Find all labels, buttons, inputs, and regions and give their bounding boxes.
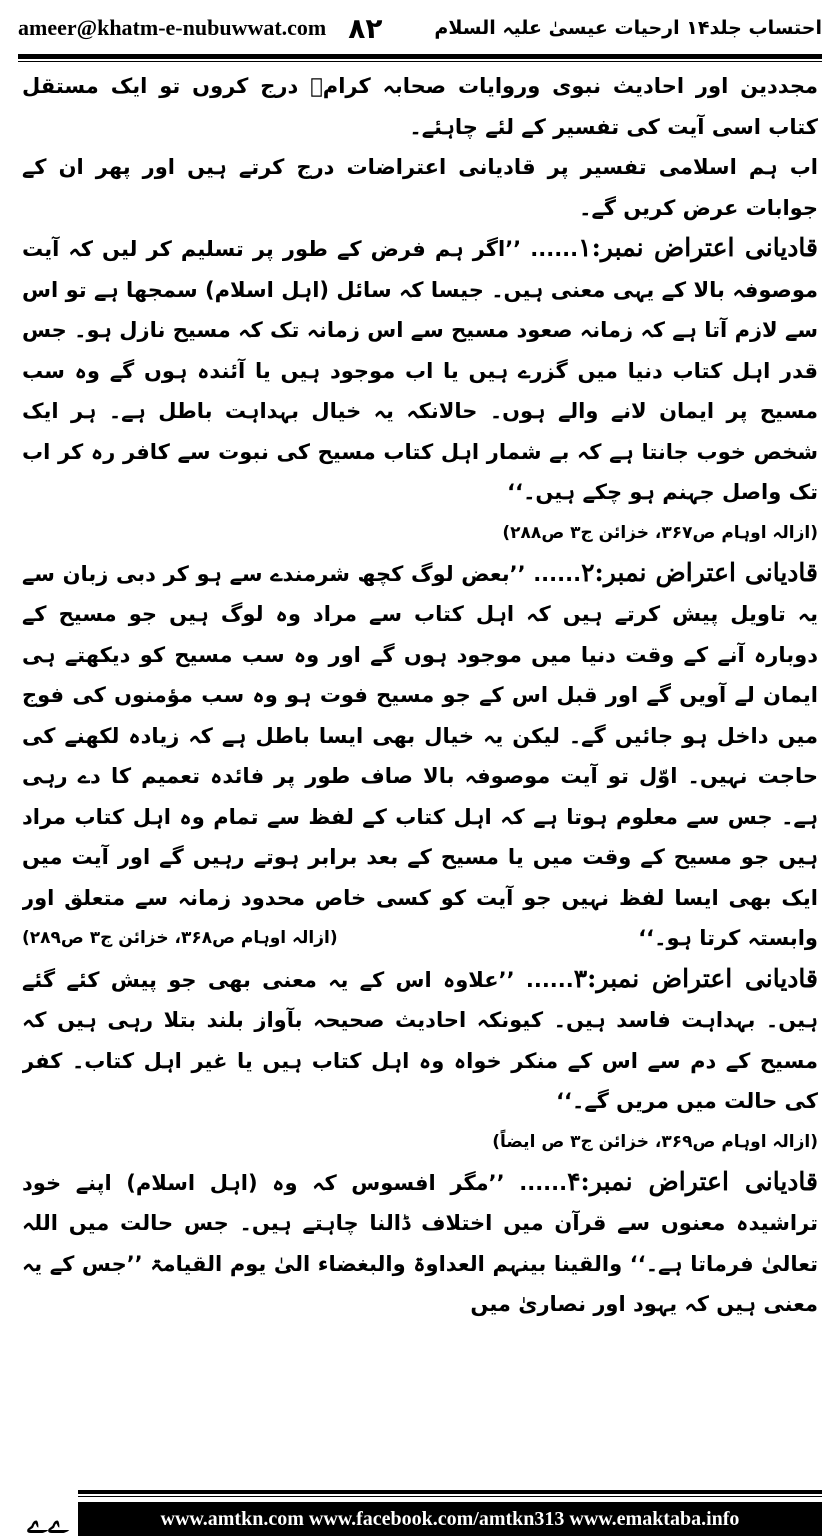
paragraph-intro-1: مجددین اور احادیث نبوی وروایات صحابہ کرامؓ درج کروں تو ایک مستقل کتاب اسی آیت کی تفسیر کے لئے چاہئے۔ [22,74,818,139]
quran-verse: والقینا بینہم العداوۃ والبغضاء الیٰ یوم القیامۃ [150,1251,623,1276]
objection-1-heading: قادیانی اعتراض نمبر:۱ [578,233,818,262]
header-email-link[interactable]: ameer@khatm-e-nubuwwat.com [18,15,327,40]
header-rule-thin [18,61,822,62]
objection-3-reference: (ازالہ اوہام ص۳۶۹، خزائن ج۳ ص ایضاً) [492,1131,818,1152]
objection-4-text-after: ’’جس کے یہ معنی ہیں کہ یہود اور نصاریٰ میں [22,1251,818,1316]
footer-rule-thick [78,1490,822,1494]
book-title: احتساب جلد۱۴ ارحیات عیسیٰ علیہ السلام [434,17,822,39]
objection-3 [22,959,818,1122]
objection-2-text: ...... ’’بعض لوگ کچھ شرمندے سے ہو کر دبی زبان سے یہ تاویل پیش کرتے ہیں کہ اہل کتاب سے مراد وہ لوگ ہیں جو مسیح کے دوبارہ آنے کے وقت دنیا میں موجود ہوں گے اور وہ سب مسیح کو دیکھتے ہی ایمان لے آویں گے اور قبل اس کے جو مسیح فوت ہو وہ سب مؤمنوں کی فوج میں داخل ہو جائیں گے۔ لیکن یہ خیال بھی ایسا باطل ہے کہ زیادہ لکھنے کی حاجت نہیں۔ اوّل تو آیت موصوفہ بالا صاف طور پر فائدہ تعمیم کا دے رہی ہے۔ جس سے معلوم ہوتا ہے کہ اہل کتاب کے لفظ سے تمام وہ اہل کتاب مراد ہیں جو مسیح کے وقت میں یا مسیح کے بعد برابر ہوتے رہیں گے اور آیت میں ایک بھی ایسا لفظ نہیں جو آیت کو کسی خاص محدود زمانہ سے متعلق اور وابستہ کرتا ہو۔‘‘ [22,561,818,950]
page-number: ۸۲ [348,11,383,45]
footer-rule-thin [78,1496,822,1497]
objection-3-heading: قادیانی اعتراض نمبر:۳ [573,963,818,993]
footer-logo-icon: ﮮﮮ [26,1499,68,1535]
objection-2 [22,553,818,959]
objection-1-reference: (ازالہ اوہام ص۳۶۷، خزائن ج۳ ص۲۸۸) [502,522,818,543]
objection-2-reference: (ازالہ اوہام ص۳۶۸، خزائن ج۳ ص۲۸۹) [22,928,338,948]
objection-1-text: ...... ’’اگر ہم فرض کے طور پر تسلیم کر لیں کہ آیت موصوفہ بالا کے یہی معنی ہیں۔ جیسا کہ سائل (اہل اسلام) سمجھا ہے تو اس سے لازم آتا ہے کہ زمانہ صعود مسیح سے اس زمانہ تک کہ مسیح نازل ہو۔ جس قدر اہل کتاب دنیا میں گزرے ہیں یا اب موجود ہیں یا آئندہ ہوں گے وہ سب مسیح پر ایمان لانے والے ہوں۔ حالانکہ یہ خیال بہداہت باطل ہے۔ ہر ایک شخص خوب جانتا ہے کہ بے شمار اہل کتاب مسیح کی نبوت سے کافر رہ کر اب تک واصل جہنم ہو چکے ہیں۔‘‘ [22,237,818,504]
page-header [18,6,822,50]
page-footer [0,1490,840,1538]
header-rule-thick [18,54,822,59]
paragraph-intro-2: اب ہم اسلامی تفسیر پر قادیانی اعتراضات درج کرتے ہیں اور پھر ان کے جوابات عرض کریں گے۔ [22,155,818,220]
objection-4-heading: قادیانی اعتراض نمبر:۴ [567,1166,818,1196]
objection-1 [22,228,818,513]
header-left [18,12,382,45]
objection-2-heading: قادیانی اعتراض نمبر:۲ [581,557,818,587]
objection-3-text: ...... ’’علاوہ اس کے یہ معنی بھی جو پیش کئے گئے ہیں۔ بہداہت فاسد ہیں۔ کیونکہ احادیث صحیحہ بآواز بلند بتلا رہی ہیں کہ مسیح کے دم سے اس کے منکر خواہ وہ اہل کتاب ہیں یا غیر اہل کتاب۔ کفر کی حالت میں مریں گے۔‘‘ [22,967,818,1113]
page-content [22,66,818,1452]
footer-links[interactable]: www.amtkn.com www.facebook.com/amtkn313 www.emaktaba.info [78,1502,822,1536]
objection-4-text: ...... ’’مگر افسوس کہ وہ (اہل اسلام) اپنے خود تراشیدہ معنوں سے قرآن میں اختلاف ڈالنا چاہتے ہیں۔ جس حالت میں اللہ تعالیٰ فرماتا ہے۔‘‘ [22,1170,818,1276]
objection-4 [22,1162,818,1325]
